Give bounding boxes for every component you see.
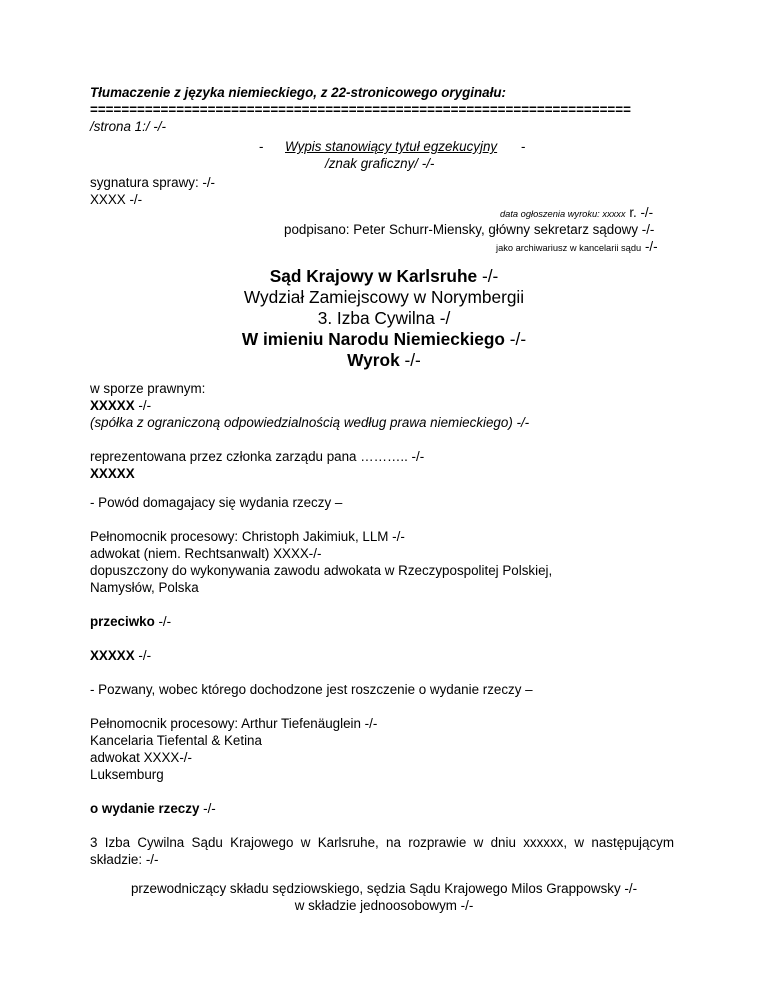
heading-dash-left: -: [259, 139, 264, 154]
plaintiff-role: - Powód domagajacy się wydania rzeczy –: [90, 495, 343, 510]
nation-bold: W imieniu Narodu Niemieckiego: [241, 329, 505, 349]
archivist-note: [496, 238, 658, 257]
case-number: XXXX -/-: [90, 192, 143, 207]
dispute-label: w sporze prawnym:: [90, 381, 206, 396]
emblem-note: /znak graficzny/ -/-: [325, 156, 435, 171]
representation: reprezentowana przez członka zarządu pana ……….. -/-: [90, 449, 425, 464]
verdict-heading: [0, 350, 768, 370]
hearing-text-line-1: 3 Izba Cywilna Sądu Krajowego w Karlsruhe, na rozprawie w dniu xxxxxx, w następującym: [90, 835, 674, 850]
versus-suffix: -/-: [154, 614, 172, 629]
single-judge-note: w składzie jednoosobowym -/-: [294, 898, 474, 913]
archivist-suffix: -/-: [644, 239, 658, 254]
versus-label: [90, 613, 171, 630]
defendant-suffix: -/-: [134, 648, 152, 663]
court-chamber: 3. Izba Cywilna -/: [317, 308, 451, 328]
versus-bold: przeciwko: [90, 614, 155, 629]
court-name: [0, 266, 768, 286]
archivist-text: jako archiwariusz w kancelarii sądu: [496, 243, 642, 253]
company-type: (spółka z ograniczoną odpowiedzialnością według prawa niemieckiego) -/-: [90, 415, 530, 430]
subject-bold: o wydanie rzeczy: [90, 801, 200, 816]
court-name-bold: Sąd Krajowy w Karlsruhe: [269, 266, 478, 286]
case-subject: [90, 800, 216, 817]
heading-dash-right: -: [521, 139, 526, 154]
page-marker: /strona 1:/ -/-: [90, 119, 166, 134]
defendant-name: [90, 647, 151, 664]
document-heading: Wypis stanowiący tytuł egzekucyjny: [285, 139, 498, 154]
subject-suffix: -/-: [199, 801, 216, 816]
nation-suffix: -/-: [504, 329, 527, 349]
plaintiff-suffix: -/-: [134, 398, 152, 413]
signed-by: podpisano: Peter Schurr-Miensky, główny sekretarz sądowy -/-: [284, 222, 655, 237]
verdict-bold: Wyrok: [347, 350, 400, 370]
announcement-year-suffix: r. -/-: [629, 205, 654, 220]
representative-name: XXXXX: [90, 466, 135, 481]
announcement-date-label: data ogłoszenia wyroku: xxxxx: [500, 209, 626, 219]
plaintiff-attorney-title: adwokat (niem. Rechtsanwalt) XXXX-/-: [90, 546, 322, 561]
defendant-role: - Pozwany, wobec którego dochodzone jest roszczenie o wydanie rzeczy –: [90, 682, 533, 697]
presiding-judge: przewodniczący składu sędziowskiego, sędzia Sądu Krajowego Milos Grappowsky -/-: [130, 881, 638, 896]
defendant-attorney-city: Luksemburg: [90, 767, 164, 782]
separator-line: =====================================================================: [90, 102, 631, 117]
verdict-suffix: -/-: [399, 350, 421, 370]
defendant-attorney-firm: Kancelaria Tiefental & Ketina: [90, 733, 262, 748]
defendant-attorney-title: adwokat XXXX-/-: [90, 750, 192, 765]
court-name-suffix: -/-: [477, 266, 499, 286]
nation-heading: [0, 329, 768, 349]
defendant-bold: XXXXX: [90, 648, 135, 663]
plaintiff-name: [90, 397, 151, 414]
court-division: Wydział Zamiejscowy w Norymbergii: [243, 287, 525, 307]
plaintiff-attorney-city: Namysłów, Polska: [90, 580, 199, 595]
case-number-label: sygnatura sprawy: -/-: [90, 175, 216, 190]
plaintiff-attorney-admission: dopuszczony do wykonywania zawodu adwokata w Rzeczypospolitej Polskiej,: [90, 563, 553, 578]
plaintiff-bold: XXXXX: [90, 398, 135, 413]
defendant-attorney: Pełnomocnik procesowy: Arthur Tiefenäuglein -/-: [90, 716, 378, 731]
translation-note: Tłumaczenie z języka niemieckiego, z 22-stronicowego oryginału:: [90, 85, 506, 100]
plaintiff-attorney: Pełnomocnik procesowy: Christoph Jakimiuk, LLM -/-: [90, 529, 405, 544]
hearing-text-line-2: składzie: -/-: [90, 852, 159, 867]
